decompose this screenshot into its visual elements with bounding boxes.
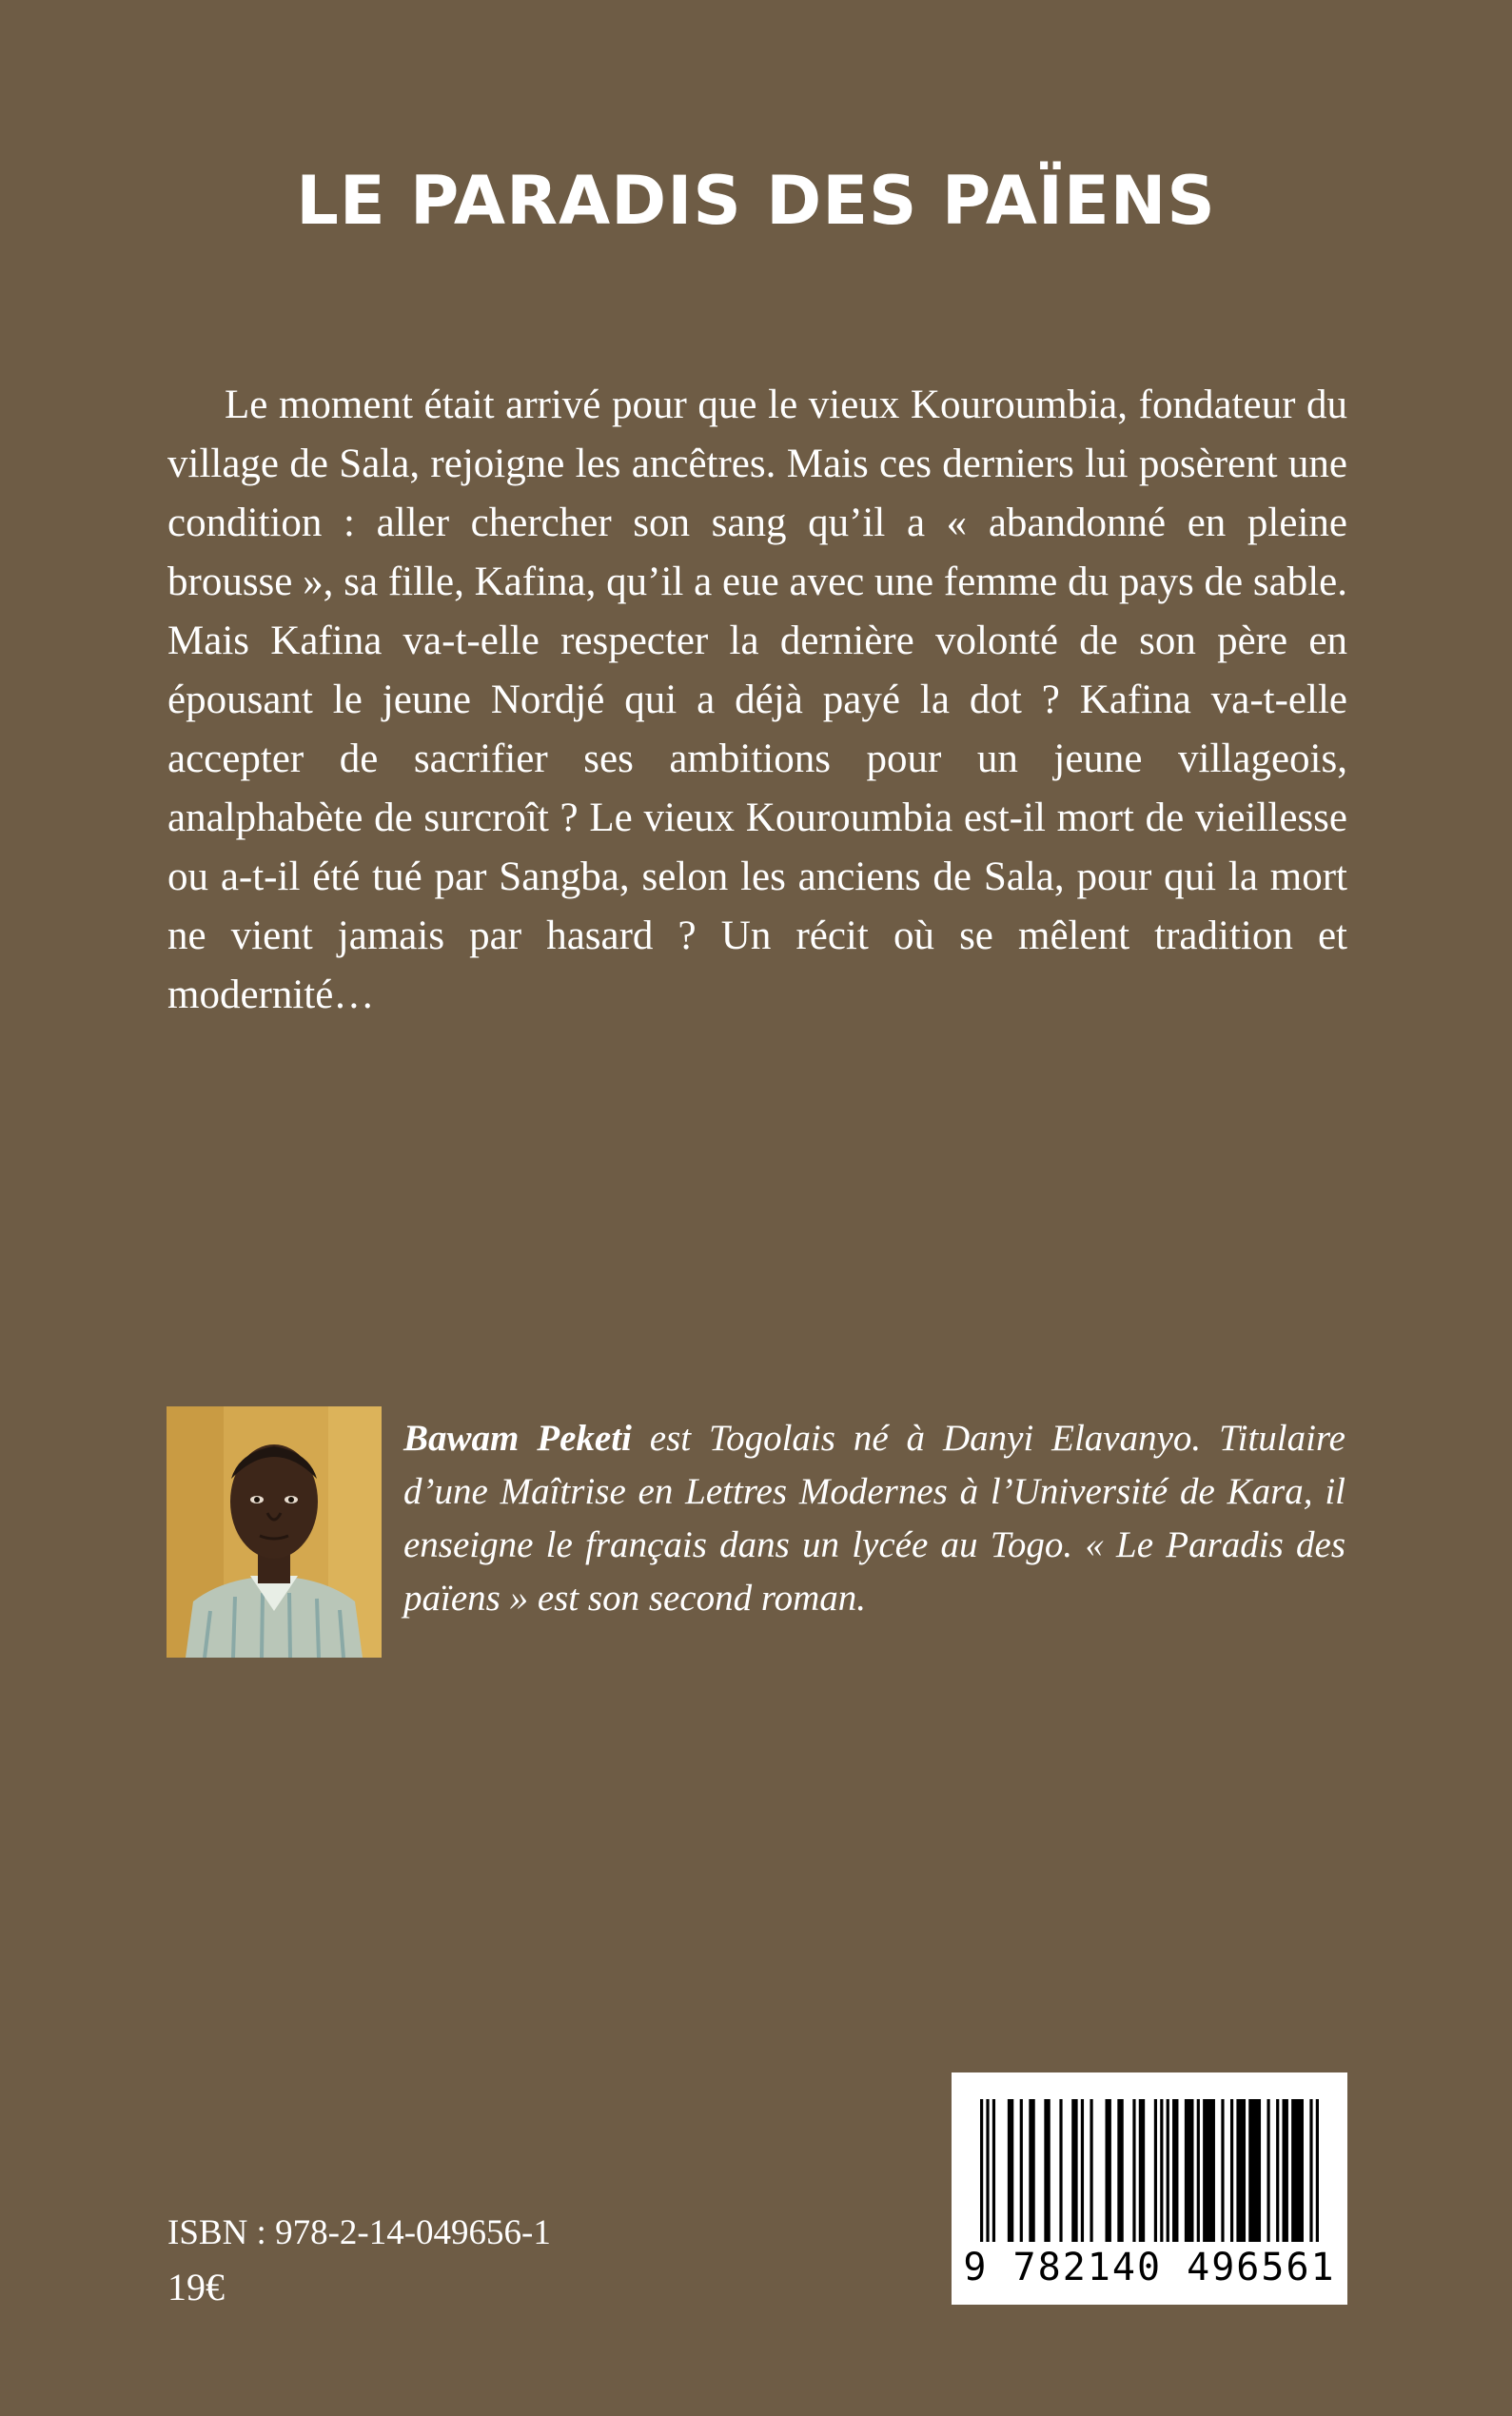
barcode-bar <box>1154 2099 1157 2242</box>
isbn: ISBN : 978-2-14-049656-1 <box>167 2213 551 2252</box>
barcode-bar <box>1167 2099 1169 2242</box>
barcode-bar <box>986 2099 989 2242</box>
barcode-number: 9 782140 496561 <box>963 2246 1336 2289</box>
barcode-bar <box>1185 2099 1194 2242</box>
barcode-bar <box>1203 2099 1215 2242</box>
barcode-bar <box>1236 2099 1246 2242</box>
barcode-bar <box>1117 2099 1123 2242</box>
author-name: Bawam Peketi <box>403 1418 632 1459</box>
barcode-bar <box>1081 2099 1084 2242</box>
barcode-bar <box>1106 2099 1111 2242</box>
barcode-bar <box>1172 2099 1178 2242</box>
barcode-bar <box>1221 2099 1224 2242</box>
barcode-bar <box>1267 2099 1269 2242</box>
barcode-bar <box>1090 2099 1092 2242</box>
barcode-bar <box>1309 2099 1312 2242</box>
barcode-bar <box>1071 2099 1077 2242</box>
book-title: LE PARADIS DES PAÏENS <box>296 162 1216 240</box>
barcode-bar <box>1316 2099 1319 2242</box>
barcode-bar <box>1059 2099 1062 2242</box>
barcode-bar <box>1020 2099 1023 2242</box>
barcode <box>952 2072 1347 2305</box>
barcode-bar <box>1160 2099 1163 2242</box>
barcode-bar <box>1283 2099 1288 2242</box>
barcode-bar <box>1132 2099 1135 2242</box>
author-bio-text: est Togolais né à Danyi Elavanyo. Titulaire d’une Maîtrise en Lettres Modernes à l’Université de Kara, il enseigne le français dans un lycée au Togo. « Le Paradis des païens » est son second roman. <box>403 1418 1345 1619</box>
barcode-bar <box>1029 2099 1034 2242</box>
barcode-bar <box>1139 2099 1145 2242</box>
barcode-bar <box>1197 2099 1200 2242</box>
price: 19€ <box>167 2266 225 2308</box>
barcode-bar <box>1044 2099 1050 2242</box>
barcode-bar <box>1008 2099 1013 2242</box>
barcode-bar <box>1230 2099 1233 2242</box>
barcode-bar <box>1276 2099 1279 2242</box>
barcode-bar <box>980 2099 983 2242</box>
barcode-bar <box>992 2099 995 2242</box>
barcode-bar <box>1291 2099 1304 2242</box>
barcode-bar <box>1248 2099 1261 2242</box>
author-photo <box>167 1406 382 1658</box>
book-summary: Le moment était arrivé pour que le vieux Kouroumbia, fondateur du village de Sala, rejoigne les ancêtres. Mais ces derniers lui posèrent une condition : aller chercher son sang qu’il a « abandonné en pleine brousse », sa fille, Kafina, qu’il a eue avec une femme du pays de sable. Mais Kafina va-t-elle respecter la dernière volonté de son père en épousant le jeune Nordjé qui a déjà payé la dot ? Kafina va-t-elle accepter de sacrifier ses ambitions pour un jeune villageois, analphabète de surcroît ? Le vieux Kouroumbia est-il mort de vieillesse ou a-t-il été tué par Sangba, selon les anciens de Sala, pour qui la mort ne vient jamais par hasard ? Un récit où se mêlent tradition et modernité… <box>167 383 1347 1017</box>
author-bio <box>403 1412 1345 1625</box>
